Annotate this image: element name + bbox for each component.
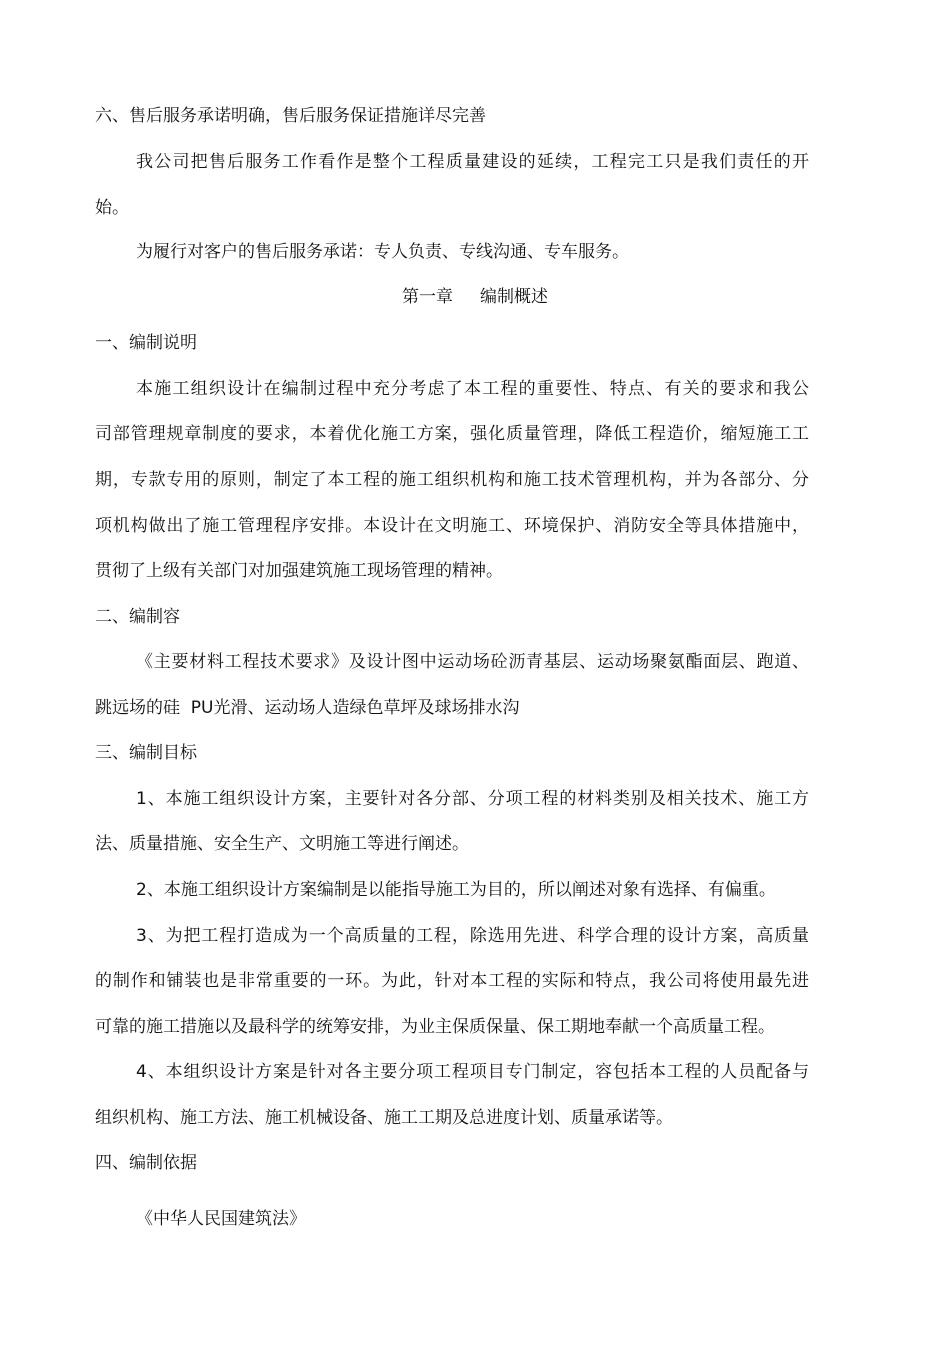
paragraph-line: 4、本组织设计方案是针对各主要分项工程项目专门制定，容包括本工程的人员配备与 <box>136 1062 809 1082</box>
paragraph-line: 组织机构、施工方法、施工机械设备、施工工期及总进度计划、质量承诺等。 <box>95 1108 673 1128</box>
section-heading-compilation-goals: 三、编制目标 <box>95 743 197 763</box>
paragraph-line: 期，专款专用的原则，制定了本工程的施工组织机构和施工技术管理机构，并为各部分、分 <box>95 470 809 490</box>
section-heading-compilation-content: 二、编制容 <box>95 607 180 627</box>
reference-item: 《中华人民国建筑法》 <box>136 1209 306 1229</box>
paragraph-line: 司部管理规章制度的要求，本着优化施工方案，强化质量管理，降低工程造价，缩短施工工 <box>95 424 809 444</box>
paragraph-line: 为履行对客户的售后服务承诺：专人负责、专线沟通、专车服务。 <box>136 242 629 262</box>
paragraph-line: 可靠的施工措施以及最科学的统筹安排，为业主保质保量、保工期地奉献一个高质量工程。 <box>95 1017 775 1037</box>
chapter-title: 第一章 编制概述 <box>401 287 549 307</box>
paragraph-line: 本施工组织设计在编制过程中充分考虑了本工程的重要性、特点、有关的要求和我公 <box>136 379 809 399</box>
paragraph-line: 贯彻了上级有关部门对加强建筑施工现场管理的精神。 <box>95 561 503 581</box>
section-heading-compilation-notes: 一、编制说明 <box>95 333 197 353</box>
section-heading-after-sales: 六、售后服务承诺明确，售后服务保证措施详尽完善 <box>95 106 486 126</box>
paragraph-line: 3、为把工程打造成为一个高质量的工程，除选用先进、科学合理的设计方案，高质量 <box>136 926 809 946</box>
paragraph-line: 的制作和铺装也是非常重要的一环。为此，针对本工程的实际和特点，我公司将使用最先进 <box>95 971 809 991</box>
paragraph-line: 2、本施工组织设计方案编制是以能指导施工为目的，所以阐述对象有选择、有偏重。 <box>136 880 776 900</box>
section-heading-compilation-basis: 四、编制依据 <box>95 1153 197 1173</box>
paragraph-line: 始。 <box>95 198 129 218</box>
paragraph-line: 1、本施工组织设计方案，主要针对各分部、分项工程的材料类别及相关技术、施工方 <box>136 789 809 809</box>
paragraph-line: 项机构做出了施工管理程序安排。本设计在文明施工、环境保护、消防安全等具体措施中， <box>95 516 809 536</box>
paragraph-line: 法、质量措施、安全生产、文明施工等进行阐述。 <box>95 834 469 854</box>
paragraph-line: 跳远场的硅 PU光滑、运动场人造绿色草坪及球场排水沟 <box>95 698 520 718</box>
paragraph-line: 《主要材料工程技术要求》及设计图中运动场砼沥青基层、运动场聚氨酯面层、跑道、 <box>136 652 809 672</box>
paragraph-line: 我公司把售后服务工作看作是整个工程质量建设的延续，工程完工只是我们责任的开 <box>136 152 809 172</box>
